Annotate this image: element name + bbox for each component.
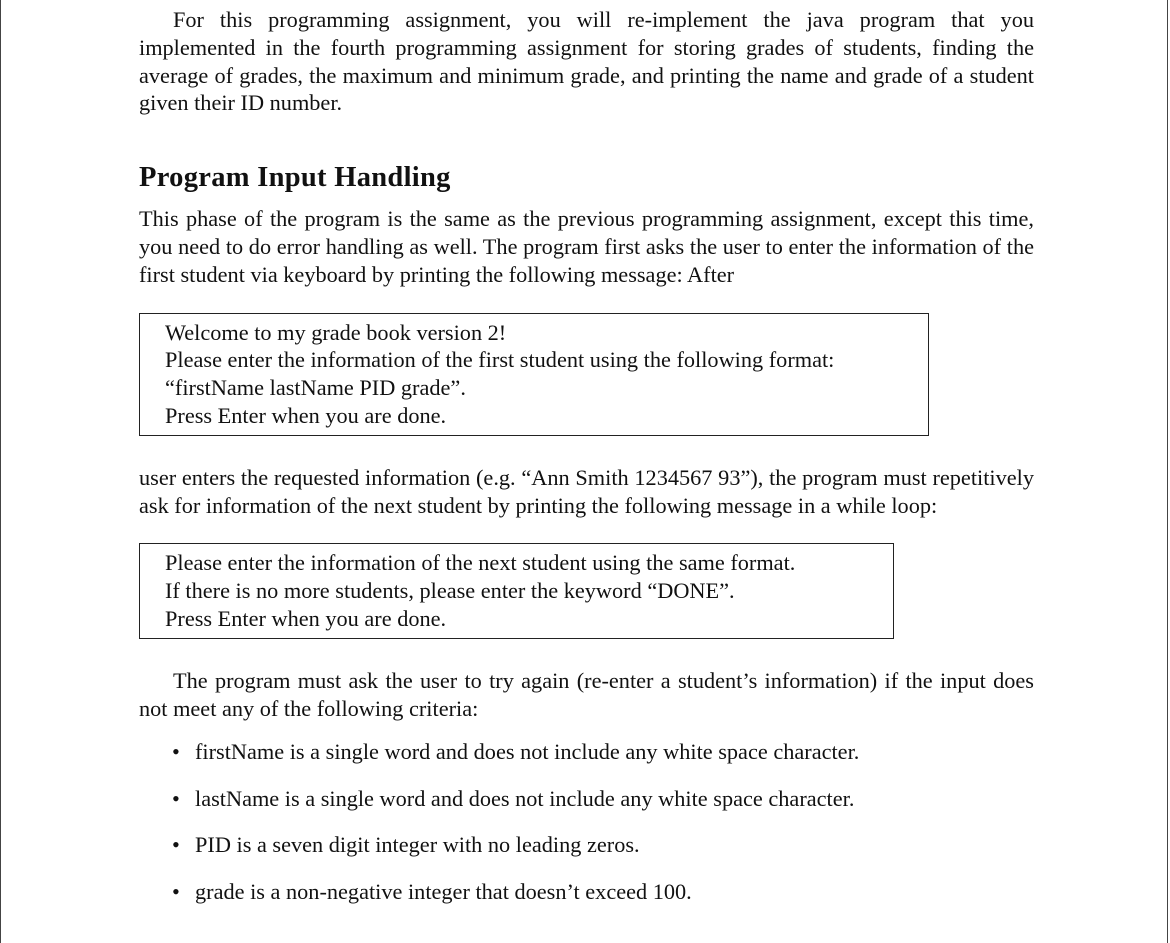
input-handling-paragraph: This phase of the program is the same as the previous programming assignment, except this time, you need to do error handling as well. The program first asks the user to enter the information of the first student via keyboard by printing the following message: After [139,206,1034,287]
box-line: If there is no more students, please enter the keyword “DONE”. [165,578,735,604]
bullet-icon: • [172,878,180,904]
next-student-paragraph: user enters the requested information (e.g. “Ann Smith 1234567 93”), the program must repetitively ask for information of the next student by printing the following message in a while loop: [139,464,1034,518]
criteria-text: firstName is a single word and does not include any white space character. [195,739,860,765]
document-body [139,6,1034,924]
box-line: “firstName lastName PID grade”. [165,375,466,401]
list-item [139,831,1034,859]
box-line: Please enter the information of the next student using the same format. [165,550,796,576]
list-item [139,878,1034,906]
criteria-text: PID is a seven digit integer with no leading zeros. [195,832,640,858]
list-item [139,785,1034,813]
criteria-text: lastName is a single word and does not include any white space character. [195,785,855,811]
criteria-intro-paragraph: The program must ask the user to try again (re-enter a student’s information) if the input does not meet any of the following criteria: [139,667,1034,721]
box-line: Please enter the information of the first student using the following format: [165,347,835,373]
bullet-icon: • [172,739,180,765]
bullet-icon: • [172,785,180,811]
intro-paragraph: For this programming assignment, you will re-implement the java program that you implemented in the fourth programming assignment for storing grades of students, finding the average of grades, the maximum and minimum grade, and printing the name and grade of a student given their ID number. [139,7,1034,116]
next-student-message-box [139,543,894,638]
box-line: Press Enter when you are done. [165,402,447,428]
list-item [139,738,1034,766]
welcome-message-box [139,313,929,436]
section-heading: Program Input Handling [139,162,451,194]
criteria-list [139,738,1034,905]
bullet-icon: • [172,832,180,858]
box-line: Press Enter when you are done. [165,605,447,631]
criteria-text: grade is a non-negative integer that doesn’t exceed 100. [195,878,692,904]
box-line: Welcome to my grade book version 2! [165,319,507,345]
